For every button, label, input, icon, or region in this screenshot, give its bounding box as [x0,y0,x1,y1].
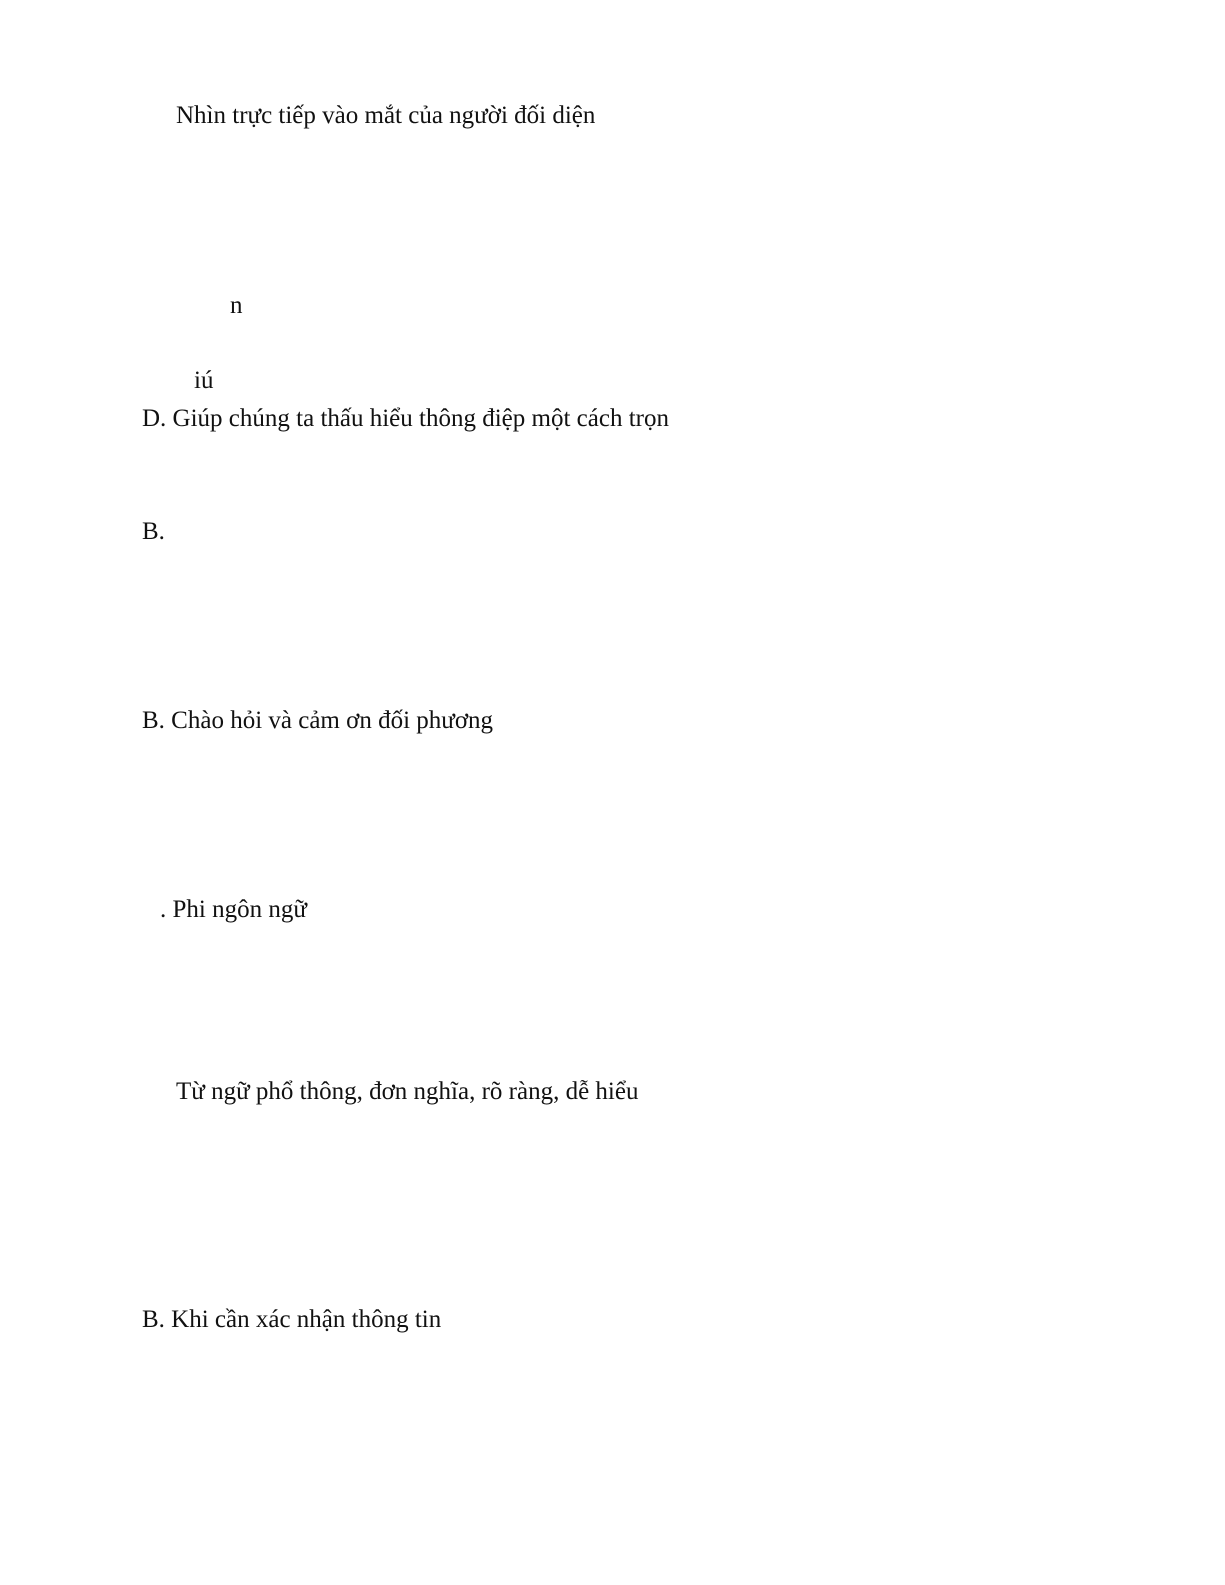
text-line-option-b-empty: B. [142,518,165,545]
text-fragment-iu: iú [194,367,214,394]
text-line-option-b-greeting: B. Chào hỏi và cảm ơn đối phương [142,707,494,734]
text-line-option-d: D. Giúp chúng ta thấu hiểu thông điệp một cách trọn [142,405,669,432]
text-line-nonverbal: . Phi ngôn ngữ [160,896,307,923]
text-line-eye-contact: Nhìn trực tiếp vào mắt của người đối diện [176,102,596,129]
text-line-common-words: Từ ngữ phổ thông, đơn nghĩa, rõ ràng, dễ hiểu [176,1078,639,1105]
text-fragment-n: n [230,292,243,319]
text-line-option-b-confirm: B. Khi cần xác nhận thông tin [142,1306,442,1333]
